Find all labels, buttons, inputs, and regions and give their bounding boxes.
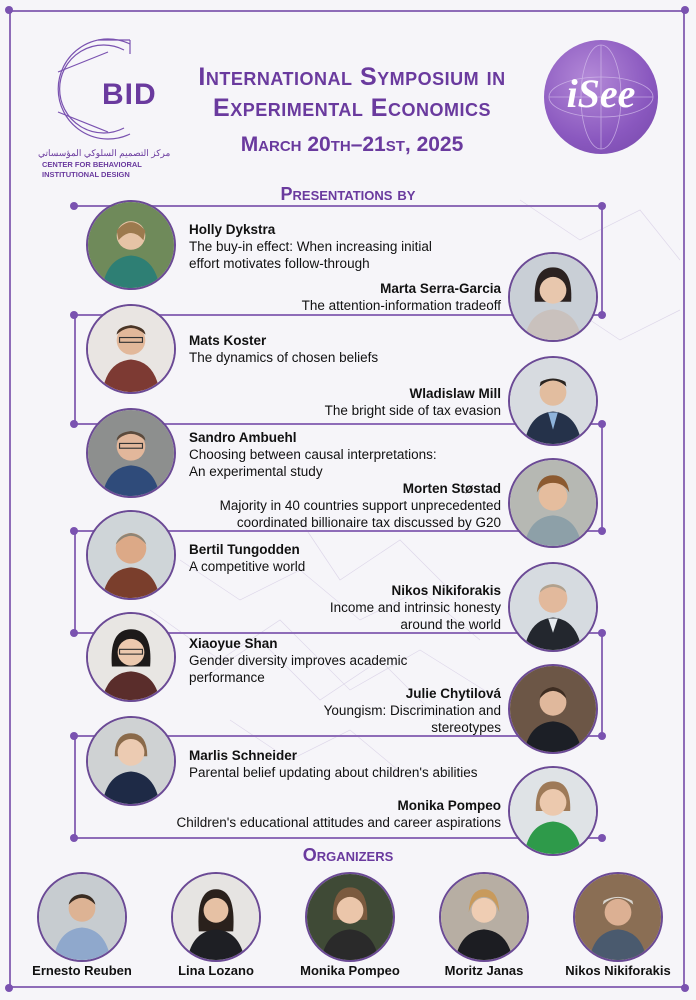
talk-title: performance <box>189 670 265 685</box>
timeline-line <box>601 423 603 531</box>
talk-title: Gender diversity improves academic <box>189 653 408 668</box>
timeline-line <box>74 314 76 424</box>
speaker-name: Xiaoyue Shan <box>189 636 278 651</box>
cbid-logo <box>38 32 171 182</box>
speaker-name: Monika Pompeo <box>397 798 501 813</box>
organizer-name: Ernesto Reuben <box>32 963 132 978</box>
presentation-3 <box>189 332 489 366</box>
presentation-1 <box>189 221 489 272</box>
event-date: March 20th–21st, 2025 <box>240 133 464 156</box>
presentation-2 <box>200 280 501 314</box>
presentation-7 <box>189 541 489 575</box>
timeline-dot <box>598 629 606 637</box>
speaker-photo <box>508 766 598 856</box>
isee-logo <box>544 40 658 154</box>
speaker-photo <box>86 612 176 702</box>
speaker-name: Bertil Tungodden <box>189 542 300 557</box>
speaker-name: Marta Serra-Garcia <box>380 281 501 296</box>
speaker-name: Nikos Nikiforakis <box>391 583 501 598</box>
organizer-name: Nikos Nikiforakis <box>565 963 671 978</box>
organizer-photo <box>37 872 127 962</box>
speaker-photo <box>508 458 598 548</box>
talk-title: Parental belief updating about children's abilities <box>189 765 478 780</box>
speaker-name: Morten Støstad <box>402 481 501 496</box>
timeline-dot <box>598 420 606 428</box>
frame-corner-dot <box>5 6 13 14</box>
timeline-dot <box>598 311 606 319</box>
timeline-dot <box>598 527 606 535</box>
talk-title: The bright side of tax evasion <box>324 403 501 418</box>
timeline-dot <box>70 311 78 319</box>
title-line-1: International Symposium in <box>198 63 506 91</box>
cbid-name-line1: CENTER FOR BEHAVIORAL <box>42 160 142 169</box>
cbid-name-line2: INSTITUTIONAL DESIGN <box>42 170 130 179</box>
organizer-name: Lina Lozano <box>178 963 254 978</box>
presentation-9 <box>189 635 489 686</box>
talk-title: effort motivates follow-through <box>189 256 370 271</box>
speaker-name: Mats Koster <box>189 333 267 348</box>
frame-corner-dot <box>681 6 689 14</box>
timeline-dot <box>598 834 606 842</box>
talk-title: Income and intrinsic honesty <box>329 600 501 615</box>
frame-corner-dot <box>5 984 13 992</box>
presentation-6 <box>160 480 501 531</box>
timeline-dot <box>598 732 606 740</box>
talk-title: The dynamics of chosen beliefs <box>189 350 379 365</box>
title-line-2: Experimental Economics <box>213 94 491 122</box>
timeline-dot <box>70 834 78 842</box>
presentation-12 <box>150 797 501 831</box>
speaker-photo <box>508 664 598 754</box>
speaker-name: Marlis Schneider <box>189 748 298 763</box>
organizer-photo <box>305 872 395 962</box>
timeline-line <box>74 530 76 633</box>
presentation-11 <box>189 747 509 781</box>
timeline-dot <box>70 527 78 535</box>
speaker-name: Wladislaw Mill <box>409 386 501 401</box>
talk-title: Youngism: Discrimination and <box>323 703 501 718</box>
speaker-photo <box>508 252 598 342</box>
speaker-photo <box>508 356 598 446</box>
speaker-name: Julie Chytilová <box>405 686 501 701</box>
speaker-photo <box>86 200 176 290</box>
cbid-arabic-name: مركز التصميم السلوكي المؤسساتي <box>38 148 171 158</box>
talk-title: stereotypes <box>431 720 501 735</box>
talk-title: coordinated billionaire tax discussed by G20 <box>236 515 501 530</box>
speaker-name: Holly Dykstra <box>189 222 276 237</box>
presentations-heading: Presentations by <box>280 184 416 204</box>
talk-title: A competitive world <box>189 559 306 574</box>
organizer-photo <box>573 872 663 962</box>
organizers-heading: Organizers <box>302 845 394 865</box>
organizer-photo <box>171 872 261 962</box>
presentation-4 <box>200 385 501 419</box>
talk-title: The buy-in effect: When increasing initial <box>189 239 432 254</box>
isee-logo-text: iSee <box>566 71 636 116</box>
timeline-line <box>74 735 76 838</box>
cbid-initials: BID <box>102 78 157 111</box>
talk-title: An experimental study <box>189 464 323 479</box>
presentation-10 <box>200 685 501 736</box>
talk-title: Children's educational attitudes and career aspirations <box>176 815 501 830</box>
organizer-name: Monika Pompeo <box>300 963 400 978</box>
timeline-dot <box>70 202 78 210</box>
speaker-photo <box>86 716 176 806</box>
talk-title: Majority in 40 countries support unprecedented <box>219 498 501 513</box>
timeline-dot <box>70 629 78 637</box>
timeline-line <box>601 632 603 736</box>
presentation-8 <box>200 582 501 633</box>
talk-title: The attention-information tradeoff <box>301 298 501 313</box>
frame-corner-dot <box>681 984 689 992</box>
timeline-dot <box>70 420 78 428</box>
speaker-name: Sandro Ambuehl <box>189 430 297 445</box>
timeline-dot <box>598 202 606 210</box>
organizer-photo <box>439 872 529 962</box>
speaker-photo <box>508 562 598 652</box>
talk-title: Choosing between causal interpretations: <box>189 447 437 462</box>
talk-title: around the world <box>400 617 501 632</box>
speaker-photo <box>86 304 176 394</box>
timeline-dot <box>70 732 78 740</box>
organizer-name: Moritz Janas <box>444 963 524 978</box>
timeline-line <box>601 205 603 315</box>
title-block <box>172 62 532 162</box>
presentation-5 <box>189 429 489 480</box>
